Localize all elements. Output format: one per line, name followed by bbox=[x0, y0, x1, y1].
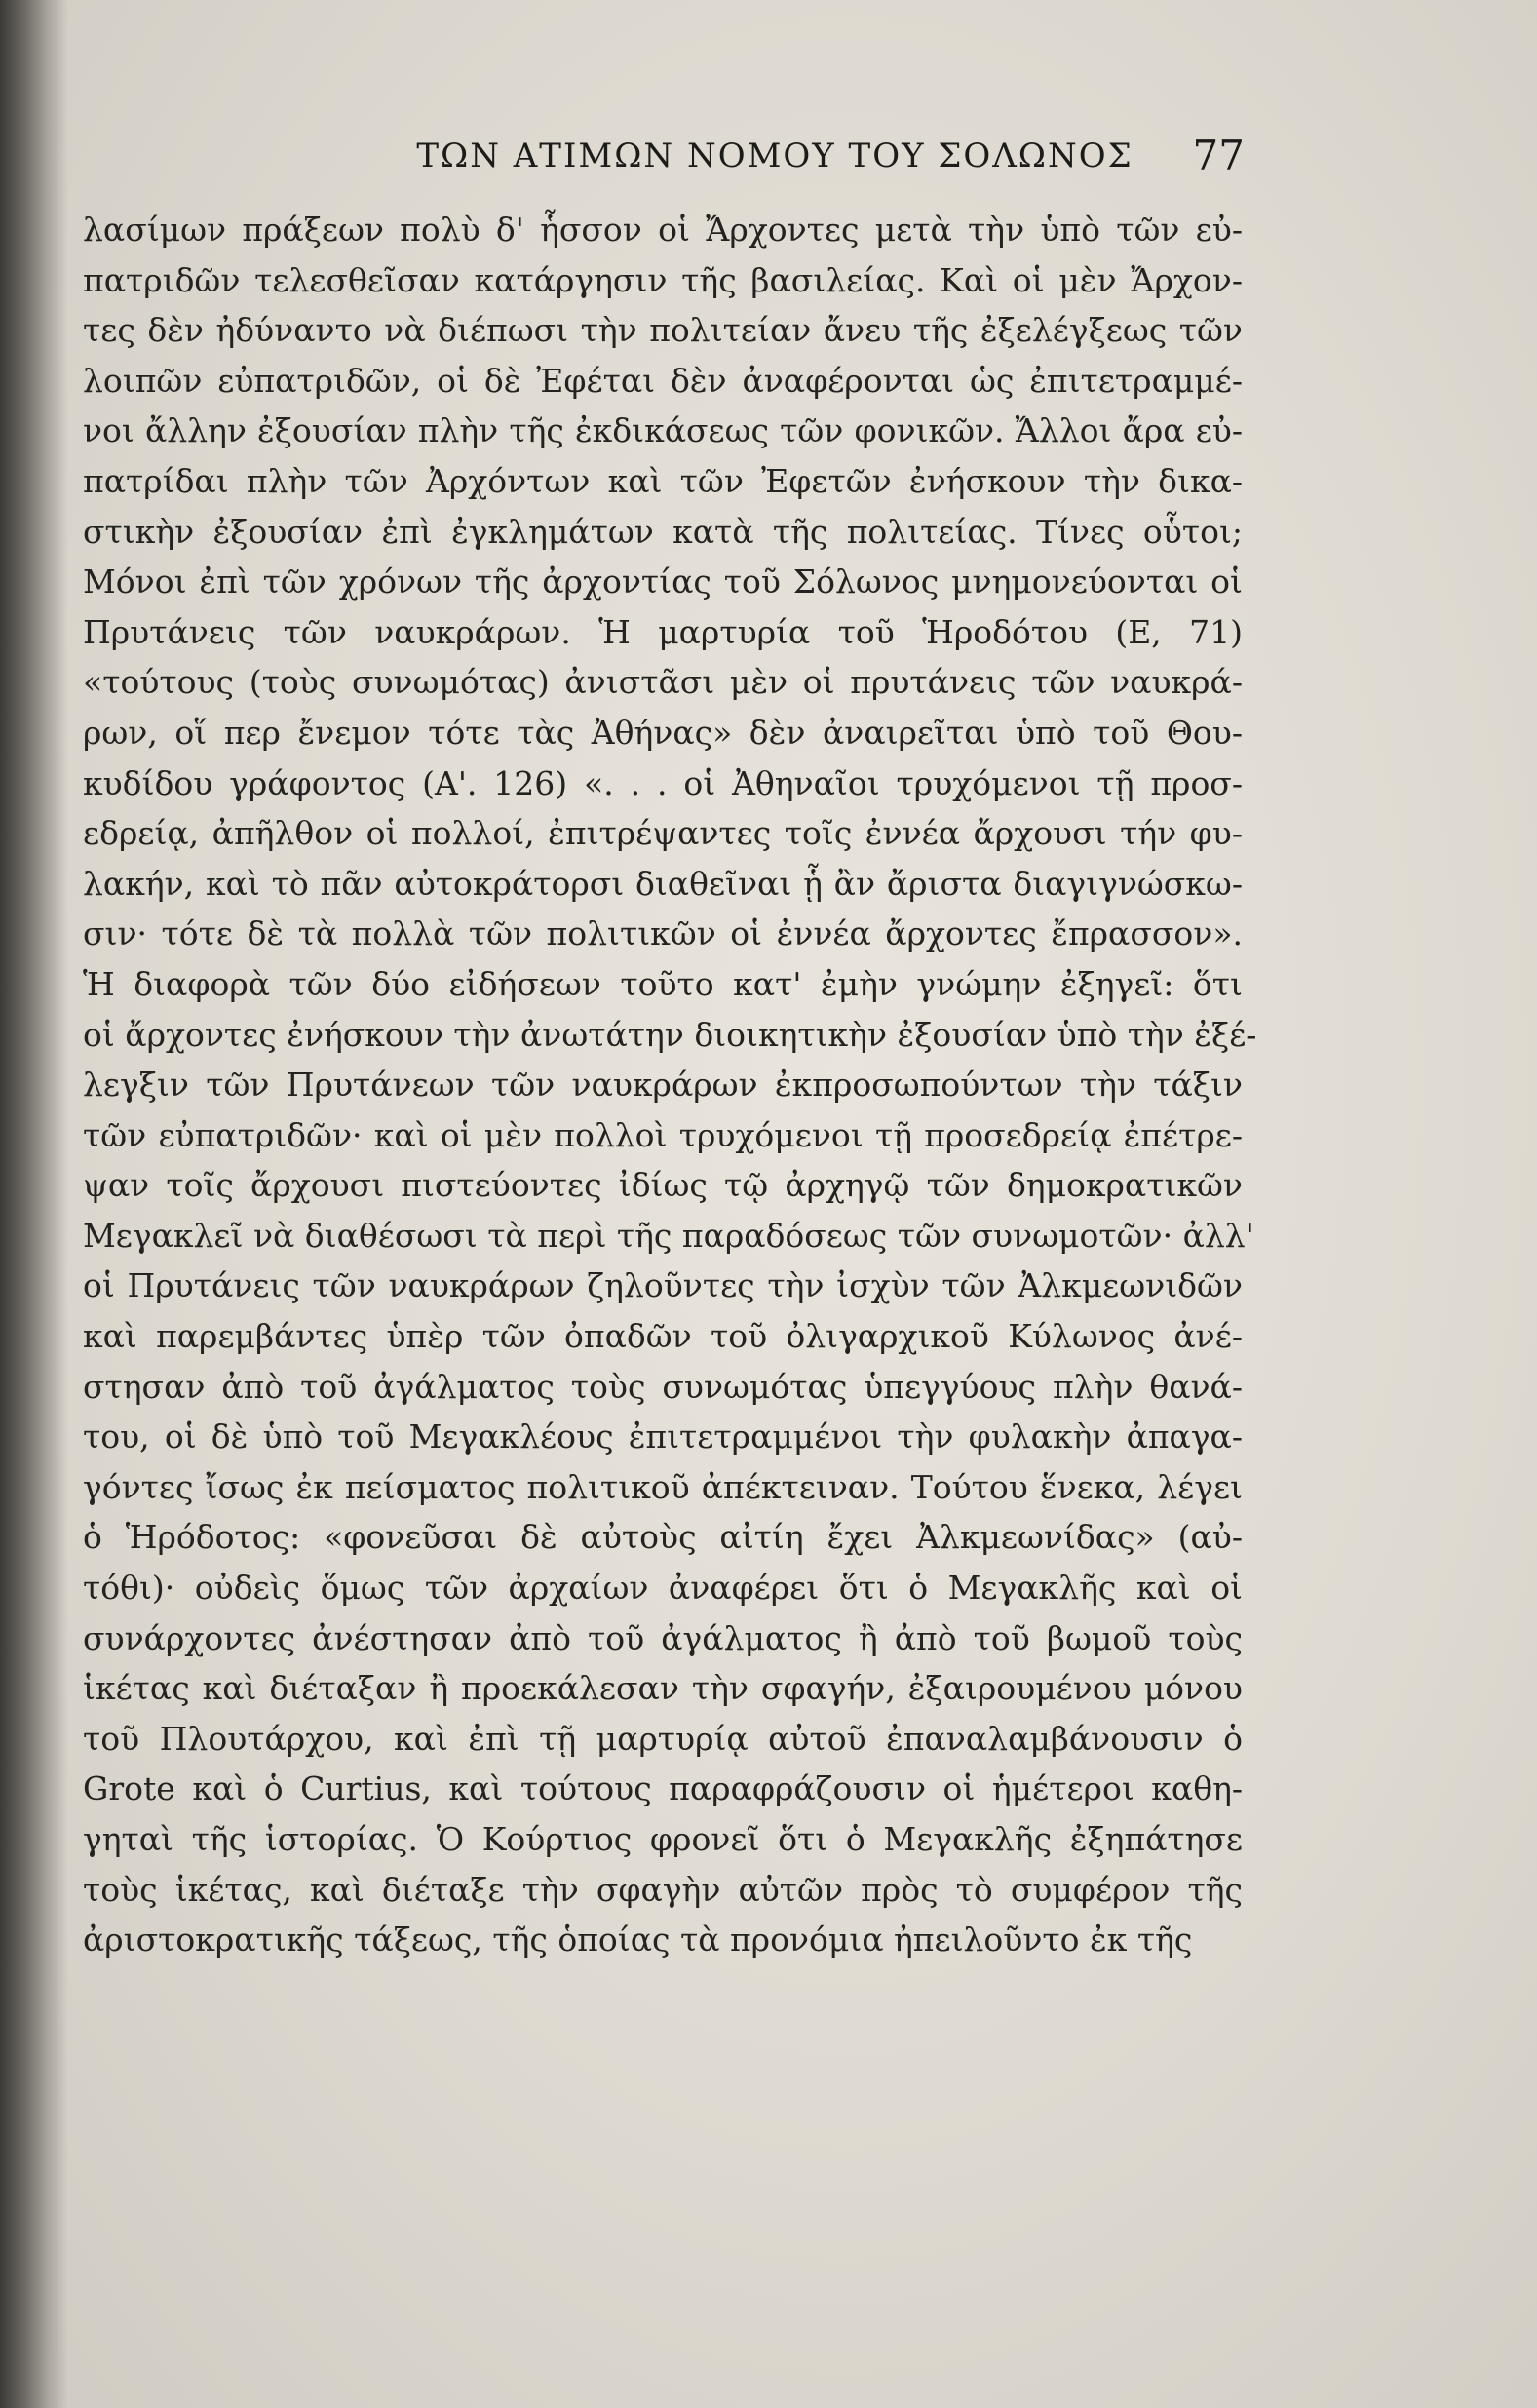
text-line: οἱ Πρυτάνεις τῶν ναυκράρων ζηλοῦντες τὴν ἰσχὺν τῶν Ἀλκμεωνιδῶν bbox=[83, 1266, 1243, 1305]
text-line: τοὺς ἱκέτας, καὶ διέταξε τὴν σφαγὴν αὐτῶν πρὸς τὸ συμφέρον τῆς bbox=[83, 1870, 1243, 1909]
text-line: ἱκέτας καὶ διέταξαν ἢ προεκάλεσαν τὴν σφαγήν, ἐξαιρουμένου μόνου bbox=[83, 1669, 1243, 1708]
text-line: Μόνοι ἐπὶ τῶν χρόνων τῆς ἀρχοντίας τοῦ Σόλωνος μνημονεύονται οἱ bbox=[83, 563, 1243, 602]
text-line: γόντες ἴσως ἐκ πείσματος πολιτικοῦ ἀπέκτειναν. Τούτου ἕνεκα, λέγει bbox=[83, 1467, 1243, 1506]
text-line: Grote καὶ ὁ Curtius, καὶ τούτους παραφράζουσιν οἱ ἡμέτεροι καθη- bbox=[83, 1769, 1243, 1808]
text-line: «τούτους (τοὺς συνωμότας) ἀνιστᾶσι μὲν οἱ πρυτάνεις τῶν ναυκρά- bbox=[83, 663, 1243, 702]
text-line: τόθι)· οὐδεὶς ὅμως τῶν ἀρχαίων ἀναφέρει ὅτι ὁ Μεγακλῆς καὶ οἱ bbox=[83, 1569, 1243, 1608]
text-line: Ἡ διαφορὰ τῶν δύο εἰδήσεων τοῦτο κατ' ἐμὴν γνώμην ἐξηγεῖ: ὅτι bbox=[83, 964, 1243, 1003]
text-line: συνάρχοντες ἀνέστησαν ἀπὸ τοῦ ἀγάλματος ἢ ἀπὸ τοῦ βωμοῦ τοὺς bbox=[83, 1618, 1243, 1657]
text-line: του, οἱ δὲ ὑπὸ τοῦ Μεγακλέους ἐπιτετραμμένοι τὴν φυλακὴν ἀπαγα- bbox=[83, 1418, 1243, 1456]
text-line: εδρείᾳ, ἀπῆλθον οἱ πολλοί, ἐπιτρέψαντες τοῖς ἐννέα ἄρχουσι τήν φυ- bbox=[83, 814, 1243, 853]
text-line: στησαν ἀπὸ τοῦ ἀγάλματος τοὺς συνωμότας ὑπεγγύους πλὴν θανά- bbox=[83, 1367, 1243, 1406]
body-text bbox=[83, 205, 1257, 1965]
text-line: κυδίδου γράφοντος (Α'. 126) «. . . οἱ Ἀθηναῖοι τρυχόμενοι τῇ προσ- bbox=[83, 763, 1243, 802]
text-line: Πρυτάνεις τῶν ναυκράρων. Ἡ μαρτυρία τοῦ Ἡροδότου (Ε, 71) bbox=[83, 612, 1243, 651]
text-line: πατρίδαι πλὴν τῶν Ἀρχόντων καὶ τῶν Ἐφετῶν ἐνήσκουν τὴν δικα- bbox=[83, 461, 1243, 500]
text-line: γηταὶ τῆς ἱστορίας. Ὁ Κούρτιος φρονεῖ ὅτι ὁ Μεγακλῆς ἐξηπάτησε bbox=[83, 1820, 1243, 1858]
text-line: τες δὲν ἠδύναντο νὰ διέπωσι τὴν πολιτείαν ἄνευ τῆς ἐξελέγξεως τῶν bbox=[83, 311, 1243, 350]
text-line: πατριδῶν τελεσθεῖσαν κατάργησιν τῆς βασιλείας. Καὶ οἱ μὲν Ἄρχον- bbox=[83, 260, 1243, 299]
text-line: ὁ Ἡρόδοτος: «φονεῦσαι δὲ αὐτοὺς αἰτίη ἔχει Ἀλκμεωνίδας» (αὐ- bbox=[83, 1518, 1243, 1557]
text-line: στικὴν ἐξουσίαν ἐπὶ ἐγκλημάτων κατὰ τῆς πολιτείας. Τίνες οὗτοι; bbox=[83, 512, 1243, 551]
text-line: ψαν τοῖς ἄρχουσι πιστεύοντες ἰδίως τῷ ἀρχηγῷ τῶν δημοκρατικῶν bbox=[83, 1166, 1243, 1205]
text-line: ρων, οἵ περ ἔνεμον τότε τὰς Ἀθήνας» δὲν ἀναιρεῖται ὑπὸ τοῦ Θου- bbox=[83, 713, 1243, 752]
text-line: ἀριστοκρατικῆς τάξεως, τῆς ὁποίας τὰ προνόμια ἠπειλοῦντο ἐκ τῆς bbox=[83, 1921, 1193, 1960]
text-line: λεγξιν τῶν Πρυτάνεων τῶν ναυκράρων ἐκπροσωπούντων τὴν τάξιν bbox=[83, 1066, 1243, 1105]
text-line: σιν· τότε δὲ τὰ πολλὰ τῶν πολιτικῶν οἱ ἐννέα ἄρχοντες ἔπρασσον». bbox=[83, 914, 1243, 953]
binding-shadow bbox=[0, 0, 68, 2408]
text-line: νοι ἄλλην ἐξουσίαν πλὴν τῆς ἐκδικάσεως τῶν φονικῶν. Ἄλλοι ἄρα εὐ- bbox=[83, 411, 1243, 450]
text-line: λακήν, καὶ τὸ πᾶν αὐτοκράτορσι διαθεῖναι ᾗ ἂν ἄριστα διαγιγνώσκω- bbox=[83, 864, 1243, 903]
running-title: ΤΩΝ ΑΤΙΜΩΝ ΝΟΜΟΥ ΤΟΥ ΣΟΛΩΝΟΣ bbox=[416, 136, 1134, 175]
text-line: τῶν εὐπατριδῶν· καὶ οἱ μὲν πολλοὶ τρυχόμενοι τῇ προσεδρείᾳ ἐπέτρε- bbox=[83, 1115, 1243, 1154]
text-line: λοιπῶν εὐπατριδῶν, οἱ δὲ Ἐφέται δὲν ἀναφέρονται ὡς ἐπιτετραμμέ- bbox=[83, 361, 1243, 400]
text-line: οἱ ἄρχοντες ἐνήσκουν τὴν ἀνωτάτην διοικητικὴν ἐξουσίαν ὑπὸ τὴν ἐξέ- bbox=[83, 1015, 1257, 1054]
text-line: τοῦ Πλουτάρχου, καὶ ἐπὶ τῇ μαρτυρίᾳ αὐτοῦ ἐπαναλαμβάνουσιν ὁ bbox=[83, 1719, 1243, 1758]
page-number: 77 bbox=[1192, 132, 1245, 179]
text-line: καὶ παρεμβάντες ὑπὲρ τῶν ὀπαδῶν τοῦ ὀλιγαρχικοῦ Κύλωνος ἀνέ- bbox=[83, 1317, 1243, 1356]
text-line: λασίμων πράξεων πολὺ δ' ἧσσον οἱ Ἄρχοντες μετὰ τὴν ὑπὸ τῶν εὐ- bbox=[83, 211, 1243, 249]
text-line: Μεγακλεῖ νὰ διαθέσωσι τὰ περὶ τῆς παραδόσεως τῶν συνωμοτῶν· ἀλλ' bbox=[83, 1216, 1254, 1255]
